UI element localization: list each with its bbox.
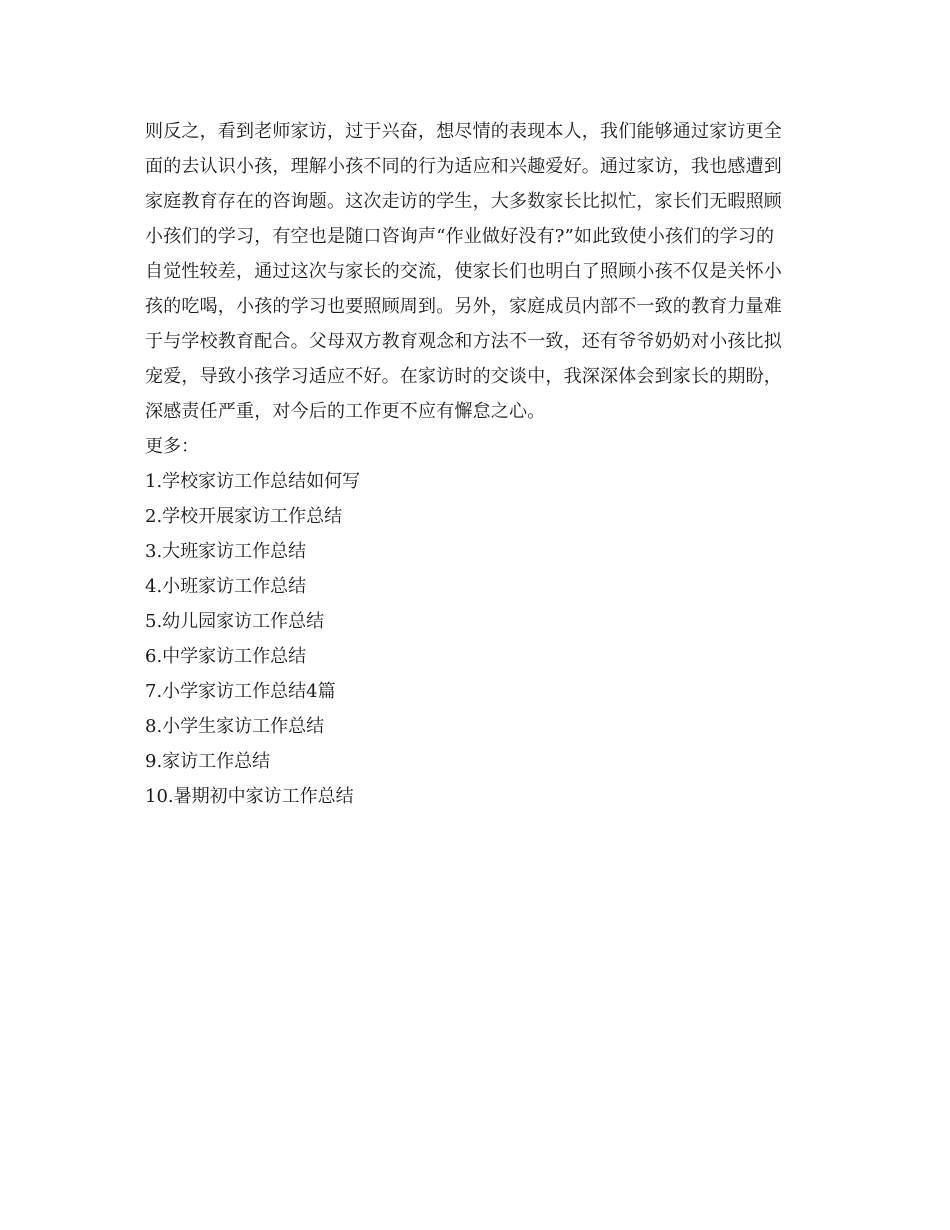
paragraph-line: 则反之，看到老师家访，过于兴奋，想尽情的表现本人，我们能够通过家访更全 (145, 121, 782, 142)
related-link-7[interactable]: 7.小学家访工作总结4篇 (145, 681, 336, 702)
more-label: 更多： (145, 436, 199, 457)
document-content (145, 114, 815, 814)
paragraph-line: 面的去认识小孩，理解小孩不同的行为适应和兴趣爱好。通过家访，我也感遭到 (145, 156, 782, 177)
related-link-10[interactable]: 10.暑期初中家访工作总结 (145, 786, 354, 807)
related-link-9[interactable]: 9.家访工作总结 (145, 751, 271, 772)
paragraph-line: 孩的吃喝，小孩的学习也要照顾周到。另外，家庭成员内部不一致的教育力量难 (145, 296, 782, 317)
body-paragraph (145, 114, 815, 429)
paragraph-line: 家庭教育存在的咨询题。这次走访的学生，大多数家长比拟忙，家长们无暇照顾 (145, 191, 782, 212)
related-links-list (145, 464, 815, 814)
related-link-4[interactable]: 4.小班家访工作总结 (145, 576, 307, 597)
paragraph-line: 深感责任严重，对今后的工作更不应有懈怠之心。 (145, 401, 546, 422)
paragraph-line: 宠爱，导致小孩学习适应不好。在家访时的交谈中，我深深体会到家长的期盼， (145, 366, 782, 387)
related-link-3[interactable]: 3.大班家访工作总结 (145, 541, 307, 562)
related-link-6[interactable]: 6.中学家访工作总结 (145, 646, 307, 667)
related-link-8[interactable]: 8.小学生家访工作总结 (145, 716, 325, 737)
related-link-1[interactable]: 1.学校家访工作总结如何写 (145, 471, 361, 492)
related-link-5[interactable]: 5.幼儿园家访工作总结 (145, 611, 325, 632)
paragraph-line: 自觉性较差，通过这次与家长的交流，使家长们也明白了照顾小孩不仅是关怀小 (145, 261, 782, 282)
paragraph-line: 小孩们的学习，有空也是随口咨询声“作业做好没有?”如此致使小孩们的学习的 (145, 226, 775, 247)
related-link-2[interactable]: 2.学校开展家访工作总结 (145, 506, 343, 527)
paragraph-line: 于与学校教育配合。父母双方教育观念和方法不一致，还有爷爷奶奶对小孩比拟 (145, 331, 782, 352)
